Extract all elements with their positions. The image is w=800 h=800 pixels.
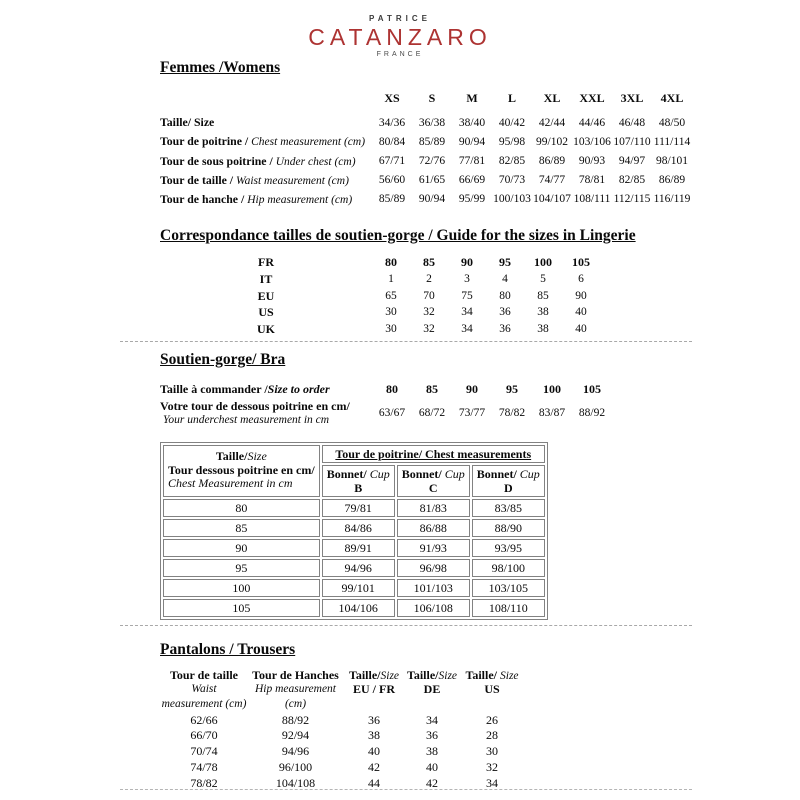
cell: 40 [575,306,587,319]
cell: 106/108 [397,599,470,617]
table-header-row [163,445,545,463]
cell: 70/74 [190,744,218,759]
cell: 30 [385,306,397,319]
cell: 101/103 [397,579,470,597]
brand-top-label: PATRICE [369,14,431,23]
cell: 6 [578,272,584,285]
cell: 40/42 [498,116,526,129]
cell: 38 [537,306,549,319]
cell: 85/89 [418,135,446,148]
row-label [160,133,372,152]
brand-logo [0,0,800,59]
row-label-en: Size to order [267,381,330,396]
cell: 70/73 [498,174,526,187]
country-label: FR [258,255,274,270]
row-label [160,152,372,171]
country-label: EU [257,288,275,303]
table-row [160,744,525,760]
cell: 96/100 [278,760,313,775]
table-row [160,288,600,305]
cell: 38 [368,728,380,743]
cell: 5 [540,272,546,285]
cell: 63/67 [378,406,406,419]
brand-country-label: FRANCE [376,51,424,58]
cell: 32 [423,306,435,319]
cell: 86/88 [397,519,470,537]
table-row [160,321,600,338]
size-cell: 105 [163,599,320,617]
country-label: UK [257,321,275,336]
size-header-row [160,89,692,114]
cell: 79/81 [322,499,395,517]
row-label [160,381,372,398]
cell: 99/101 [322,579,395,597]
table-row [160,398,612,429]
cell: 2 [426,272,432,285]
cell: 95 [506,381,518,396]
cell: 108/110 [472,599,545,617]
table-row [160,190,692,209]
table-row [160,255,600,272]
cell: 85 [426,381,438,396]
size-header: 4XL [660,90,684,105]
cell: 85 [537,289,549,302]
cell: 80 [386,381,398,396]
size-cell: 90 [163,539,320,557]
cell: 42/44 [538,116,566,129]
cell: 94/96 [281,744,310,759]
cell: 74/77 [538,174,566,187]
cup-header-d: Bonnet/ Cup D [472,465,545,497]
size-cell: 100 [163,579,320,597]
row-label-fr: Tour de taille / [160,172,237,187]
cell: 98/100 [472,559,545,577]
table-row [160,171,692,190]
cell: 34 [461,322,473,335]
cell: 90 [466,381,478,396]
cell: 84/86 [322,519,395,537]
cell: 86/89 [538,155,566,168]
cell: 30 [385,322,397,335]
trousers-heading: Pantalons / Trousers [160,640,296,658]
table-row [160,760,525,776]
row-label-fr: Taille/ Size [160,115,215,130]
trousers-section [0,641,800,792]
size-header: XS [384,90,400,105]
waist-column-header: Tour de taille Waist measurement (cm) [161,667,247,710]
cell: 105 [572,255,590,270]
cell: 1 [388,272,394,285]
cell: 112/115 [613,193,651,206]
cell: 38 [537,322,549,335]
size-header: XL [543,90,561,105]
bra-heading: Soutien-gorge/ Bra [160,350,286,368]
cell: 95 [499,255,511,270]
cell: 107/110 [613,135,651,148]
cell: 66/69 [458,174,486,187]
cell: 116/119 [653,193,691,206]
cell: 36/38 [418,116,446,129]
cell: 88/90 [472,519,545,537]
cell: 92/94 [281,728,310,743]
cell: 36 [499,322,511,335]
cell: 86/89 [658,174,686,187]
cell: 70 [423,289,435,302]
empty-cell [160,89,372,114]
cell: 80 [385,255,397,270]
cell: 28 [486,728,498,743]
table-row [160,728,525,744]
table-row [163,599,545,617]
cell: 36 [368,712,380,727]
cell: 100 [543,381,561,396]
cell: 42 [368,760,380,775]
bra-section [0,351,800,620]
table-row [163,499,545,517]
cell: 44 [368,776,380,791]
cell: 111/114 [653,135,691,148]
cell: 73/77 [458,406,486,419]
cell: 99/102 [536,135,568,148]
cell: 56/60 [378,174,406,187]
cell: 105 [583,381,601,396]
row-label-en: Your underchest measurement in cm [163,413,330,426]
cell: 46/48 [618,116,646,129]
cell: 36 [426,728,438,743]
col1-line2: Tour dessous poitrine en cm/ [168,462,315,477]
cell: 40 [426,760,438,775]
size-de-header: Taille/Size DE [406,667,458,697]
cell: 80 [499,289,511,302]
cell: 83/87 [538,406,566,419]
cell: 65 [385,289,397,302]
cell: 40 [368,744,380,759]
cell: 90/93 [578,155,606,168]
cell: 38/40 [458,116,486,129]
cell: 77/81 [458,155,486,168]
row-label-en: Waist measurement (cm) [236,174,349,187]
cell: 34 [461,306,473,319]
cell: 44/46 [578,116,606,129]
dashed-divider [120,625,692,626]
table-row [160,712,525,728]
cell: 30 [486,744,498,759]
cell: 88/92 [281,712,310,727]
cell: 104/106 [322,599,395,617]
cell: 72/76 [418,155,446,168]
cell: 103/105 [472,579,545,597]
row-label-fr: Taille à commander / [160,381,268,396]
cell: 34 [486,776,498,791]
table-row [163,579,545,597]
chest-group-header: Tour de poitrine/ Chest measurements [322,445,545,463]
cell: 32 [486,760,498,775]
cell: 89/91 [322,539,395,557]
cell: 42 [426,776,438,791]
cell: 83/85 [472,499,545,517]
womens-heading: Femmes /Womens [160,59,281,76]
cell: 104/107 [533,193,571,206]
cell: 34 [426,712,438,727]
cell: 68/72 [418,406,446,419]
country-label: IT [259,271,273,286]
cell: 38 [426,744,438,759]
cell: 103/106 [573,135,611,148]
table-header-row [160,668,525,713]
cell: 95/98 [498,135,526,148]
table-row [160,381,612,398]
cell: 75 [461,289,473,302]
dashed-divider-bottom [120,789,692,790]
row-label [160,398,372,429]
col1-line3: Chest Measurement in cm [168,476,293,491]
cell: 90 [575,289,587,302]
row-label [160,171,372,190]
cell: 94/97 [618,155,646,168]
size-header: M [466,90,478,105]
cup-header-c: Bonnet/ Cup C [397,465,470,497]
cell: 81/83 [397,499,470,517]
size-header: S [428,90,436,105]
cell: 3 [464,272,470,285]
trousers-size-table [160,668,525,792]
row-label-en: Under chest (cm) [275,155,356,168]
row-label-fr: Votre tour de dessous poitrine en cm/ [160,398,350,413]
bra-size-table [160,381,612,429]
cup-header-b: Bonnet/ Cup B [322,465,395,497]
cell: 94/96 [322,559,395,577]
size-us-header: Taille/ Size US [465,667,519,697]
cell: 62/66 [190,712,218,727]
cell: 104/108 [275,776,316,791]
col1-title-en: Size [247,449,267,464]
cell: 67/71 [378,155,406,168]
cell: 66/70 [190,728,218,743]
cell: 32 [423,322,435,335]
womens-section [0,59,800,338]
cell: 85/89 [378,193,406,206]
cup-measurement-table [160,442,548,620]
cell: 26 [486,712,498,727]
table-row [160,152,692,171]
country-label: US [258,305,274,320]
table-row [163,559,545,577]
row-label-fr: Tour de poitrine / [160,134,252,149]
table-row [160,114,692,133]
size-header: L [507,90,516,105]
cell: 88/92 [578,406,606,419]
cell: 90 [461,255,473,270]
size-cell: 80 [163,499,320,517]
lingerie-guide-heading: Correspondance tailles de soutien-gorge / Guide for the sizes in Lingerie [160,226,636,244]
cell: 74/78 [190,760,218,775]
row-label-fr: Tour de hanche / [160,191,248,206]
cell: 96/98 [397,559,470,577]
table-row [163,539,545,557]
cell: 100 [534,255,552,270]
cell: 93/95 [472,539,545,557]
cell: 40 [575,322,587,335]
table-row [160,304,600,321]
hip-column-header: Tour de Hanches Hip measurement (cm) [252,667,339,710]
cell: 78/82 [190,776,218,791]
cell: 90/94 [458,135,486,148]
dashed-divider [120,341,692,342]
cell: 98/101 [656,155,688,168]
cell: 90/94 [418,193,446,206]
lingerie-correspondence-table [160,255,600,338]
cell: 95/99 [458,193,486,206]
cell: 80/84 [378,135,406,148]
table-row [160,133,692,152]
row-label-en: Chest measurement (cm) [251,136,366,149]
cell: 4 [502,272,508,285]
size-cell: 95 [163,559,320,577]
size-header: 3XL [620,90,644,105]
brand-name: CATANZARO [308,24,492,50]
cell: 85 [423,255,435,270]
cell: 61/65 [418,174,446,187]
row-label-fr: Tour de sous poitrine / [160,153,276,168]
womens-measurements-table [160,89,692,210]
size-cell: 85 [163,519,320,537]
cell: 100/103 [493,193,531,206]
table-row [160,271,600,288]
row-label [160,114,372,133]
row-label [160,190,372,209]
cell: 48/50 [658,116,686,129]
table-row [163,519,545,537]
size-eu-fr-header: Taille/Size EU / FR [348,667,400,697]
col1-title-fr: Taille/ [215,449,248,464]
cell: 34/36 [378,116,406,129]
size-header: XXL [579,90,605,105]
cell: 91/93 [397,539,470,557]
cell: 82/85 [498,155,526,168]
cell: 78/82 [498,406,526,419]
cell: 82/85 [618,174,646,187]
row-label-en: Hip measurement (cm) [247,193,353,206]
size-column-header [163,445,320,497]
cell: 36 [499,306,511,319]
cell: 78/81 [578,174,606,187]
cell: 108/111 [573,193,611,206]
